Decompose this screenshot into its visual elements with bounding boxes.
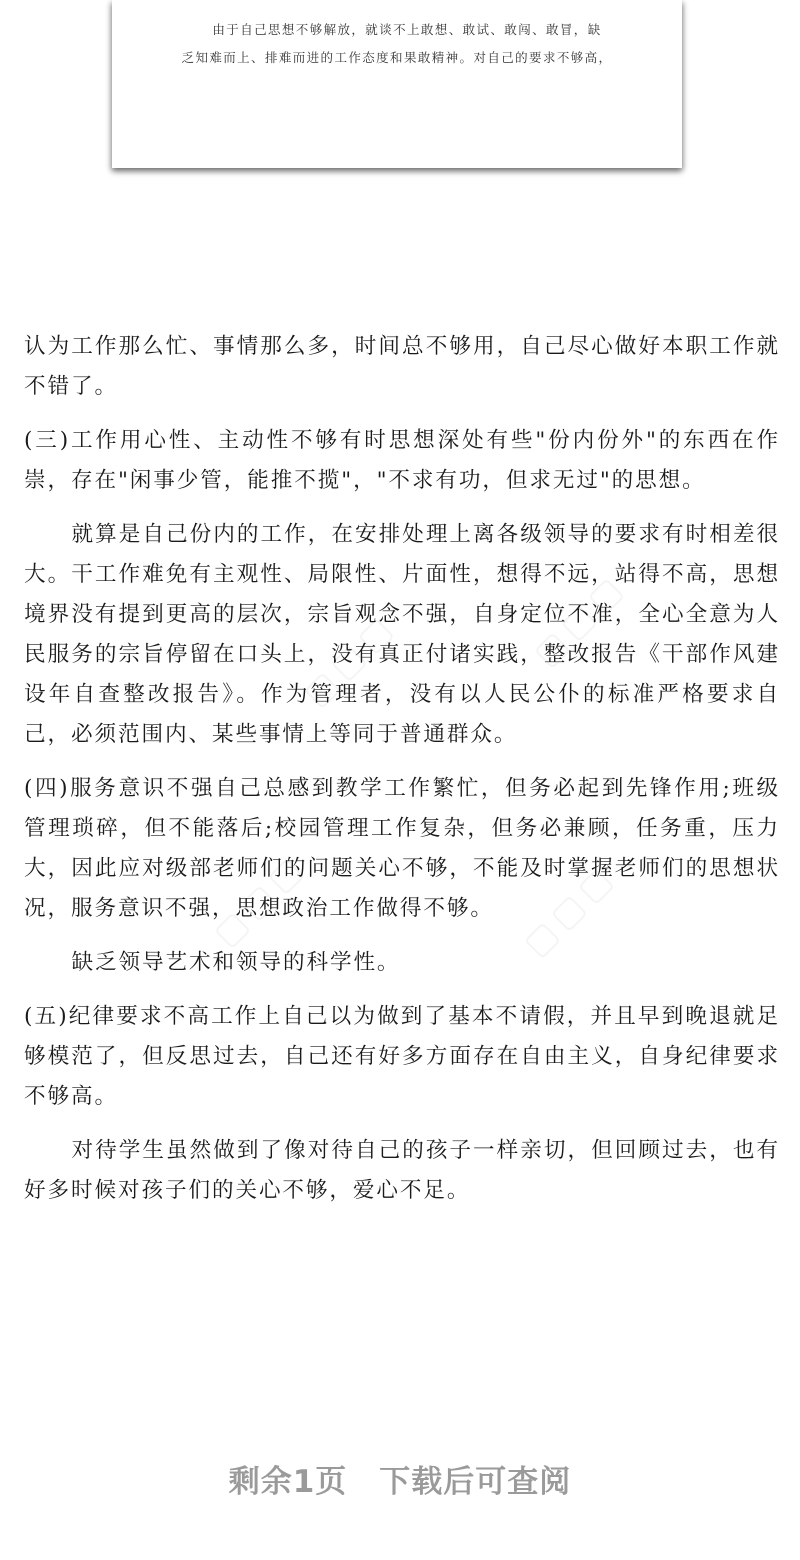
paragraph: 就算是自己份内的工作，在安排处理上离各级领导的要求有时相差很大。干工作难免有主观性、局限性、片面性，想得不远，站得不高，思想境界没有提到更高的层次，宗旨观念不强，自身定位不准，全心全意为人民服务的宗旨停留在口头上，没有真正付诸实践，整改报告《干部作风建设年自查整改报告》。作为管理者，没有以人民公仆的标准严格要求自己，必须范围内、某些事情上等同于普通群众。 xyxy=(24,522,780,747)
paragraph: (五)纪律要求不高工作上自己以为做到了基本不请假，并且早到晚退就足够模范了，但反思过去，自己还有好多方面存在自由主义，自身纪律要求不够高。 xyxy=(24,1004,780,1109)
paragraph: 对待学生虽然做到了像对待自己的孩子一样亲切，但回顾过去，也有好多时候对孩子们的关心不够，爱心不足。 xyxy=(24,1138,780,1203)
preview-card xyxy=(112,0,682,168)
paragraph: (三)工作用心性、主动性不够有时思想深处有些"份内份外"的东西在作崇，存在"闲事少管，能推不揽"，"不求有功，但求无过"的思想。 xyxy=(24,428,780,493)
document-body xyxy=(24,327,780,1211)
paragraph: 认为工作那么忙、事情那么多，时间总不够用，自己尽心做好本职工作就不错了。 xyxy=(24,334,780,399)
download-notice[interactable] xyxy=(0,1456,800,1501)
preview-line-1: 由于自己思想不够解放，就谈不上敢想、敢试、敢闯、敢冒，缺 xyxy=(212,22,602,37)
remaining-pages-label: 剩余1页 xyxy=(228,1464,348,1500)
download-to-view-label[interactable]: 下载后可查阅 xyxy=(379,1464,572,1500)
paragraph: 缺乏领导艺术和领导的科学性。 xyxy=(71,950,401,975)
paragraph: (四)服务意识不强自己总感到教学工作繁忙，但务必起到先锋作用;班级管理琐碎，但不能落后;校园管理工作复杂，但务必兼顾，任务重，压力大，因此应对级部老师们的问题关心不够，不能及时掌握老师们的思想状况，服务意识不强，思想政治工作做得不够。 xyxy=(24,776,780,921)
preview-line-2: 乏知难而上、排难而进的工作态度和果敢精神。对自己的要求不够高， xyxy=(181,50,613,65)
